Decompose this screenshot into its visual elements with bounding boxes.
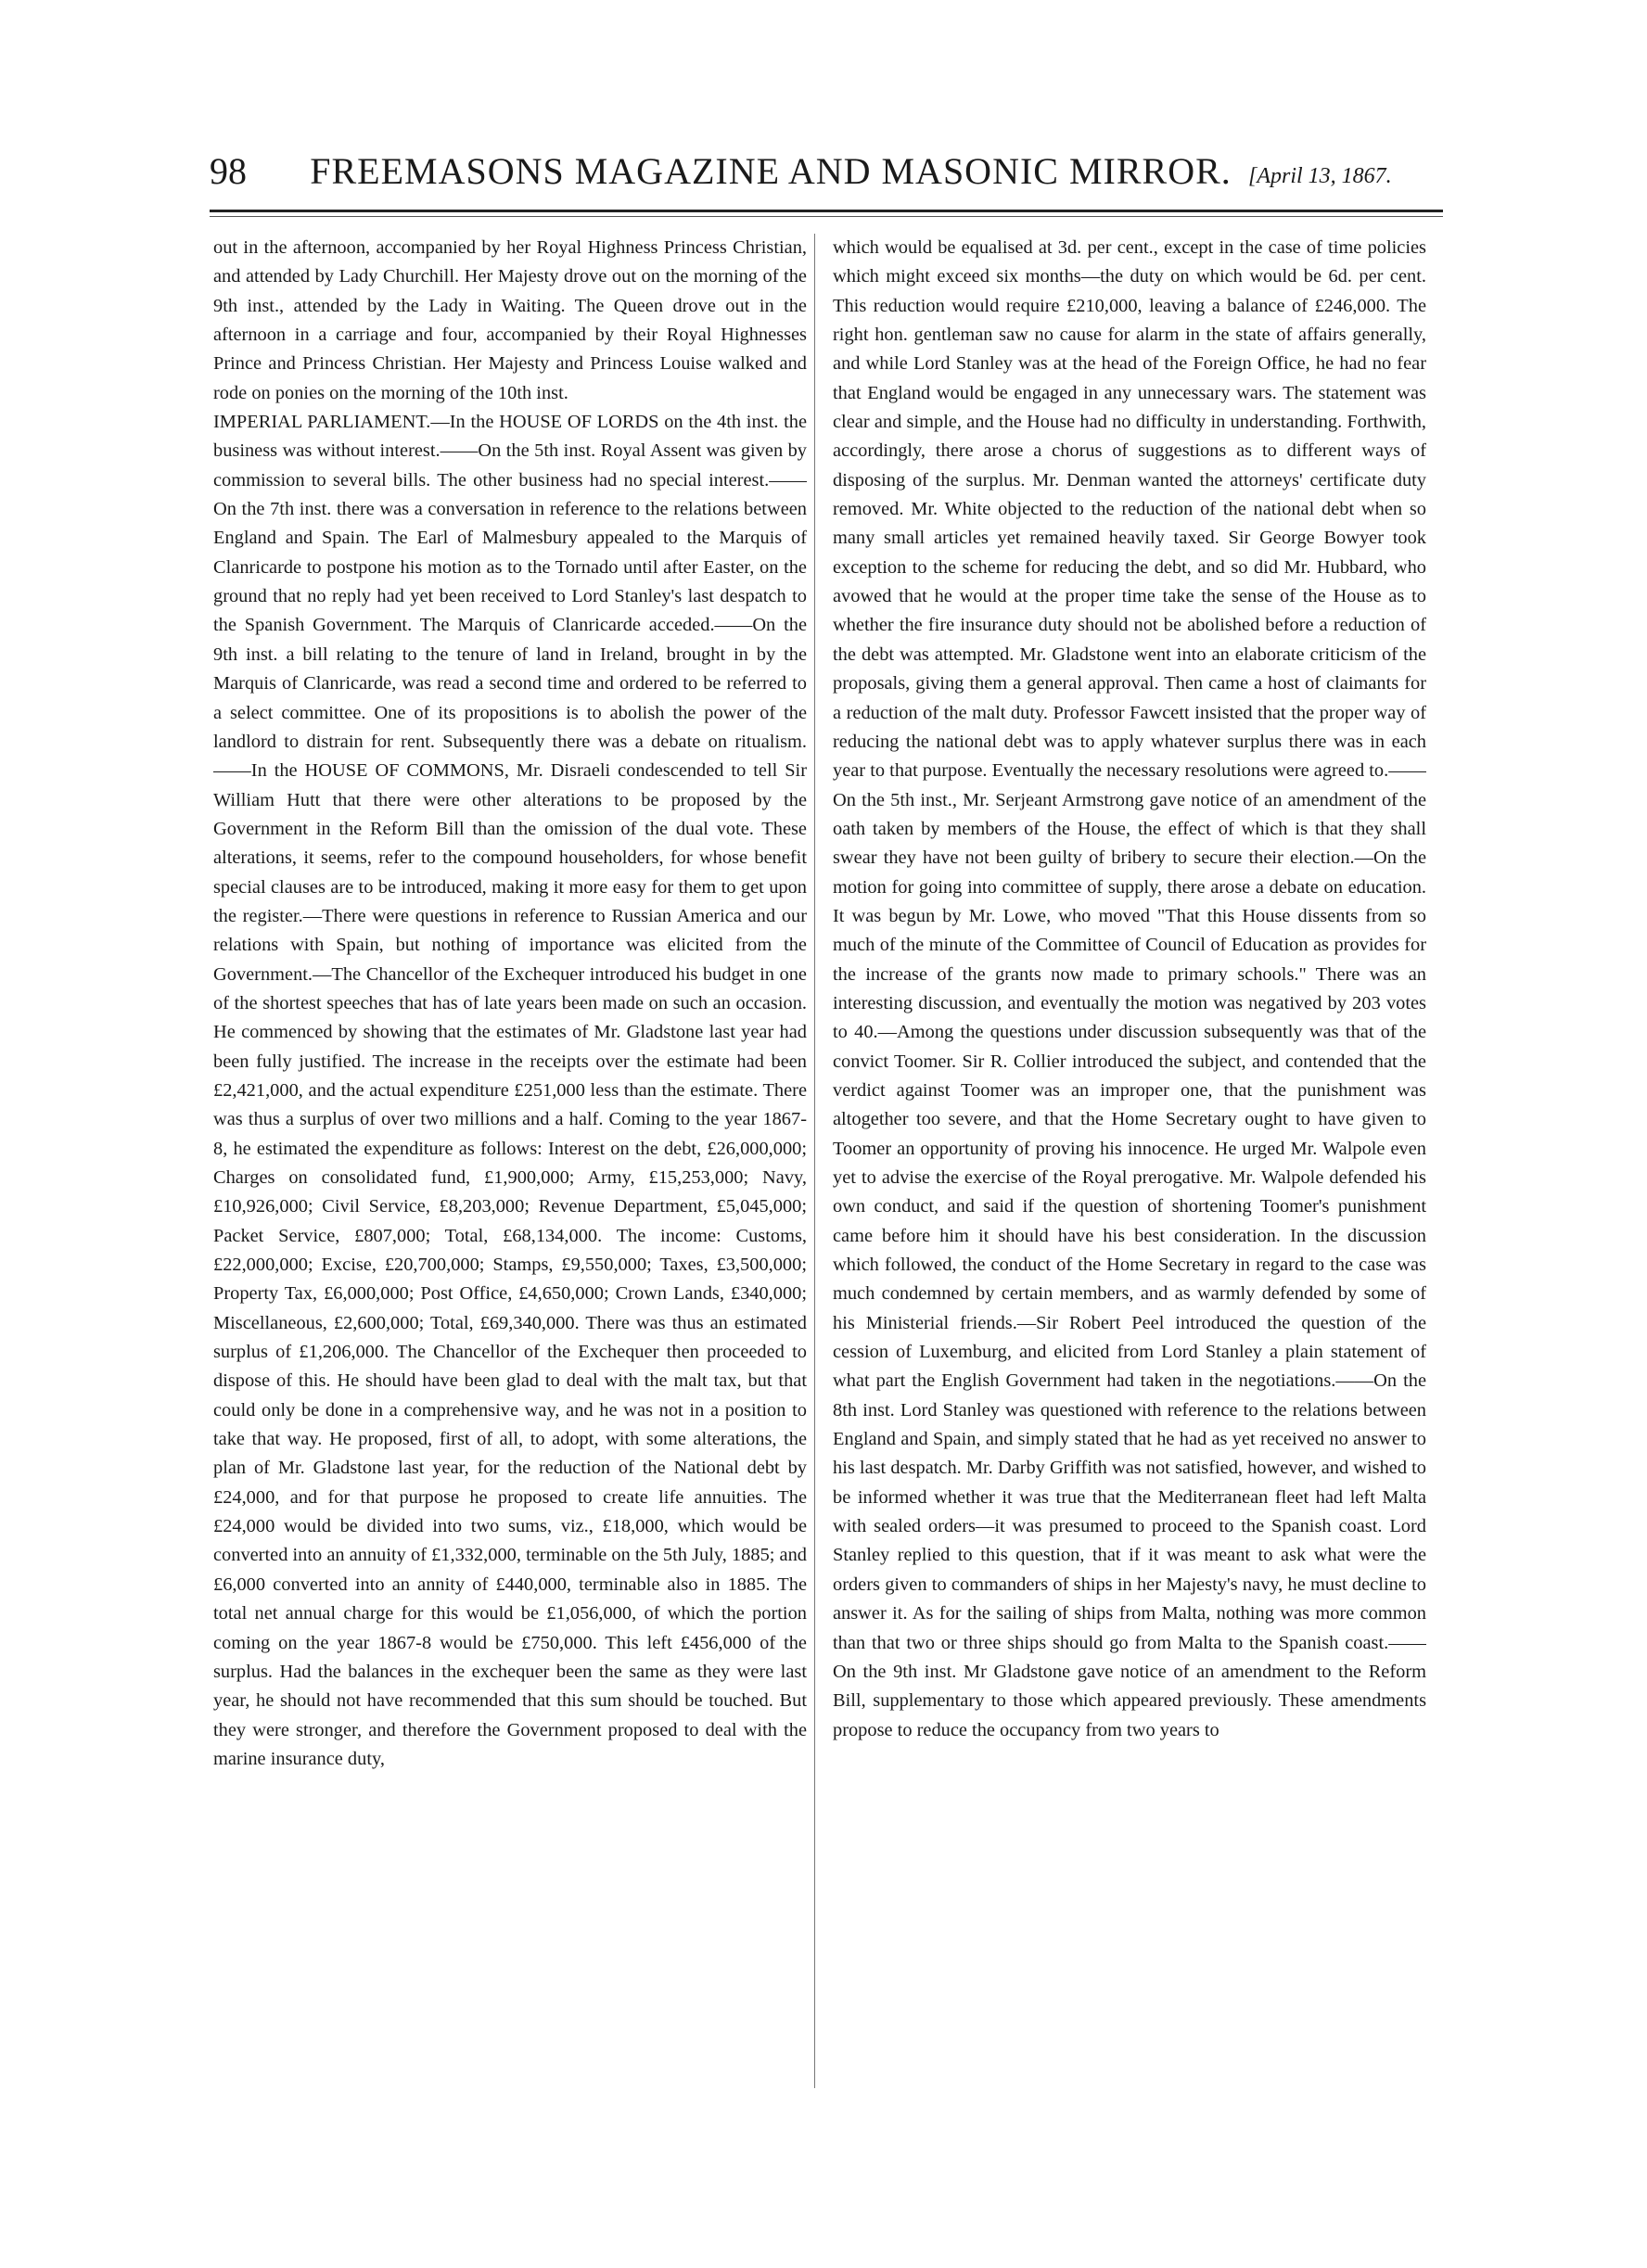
left-paragraph-imperial-parliament: IMPERIAL PARLIAMENT.—In the HOUSE OF LORDS on the 4th inst. the business was without interest.——On the 5th inst. Royal Assent was given by commission to several bills. The other business had no special interest.——On the 7th inst. there was a conversation in reference to the relations between England and Spain. The Earl of Malmesbury appealed to the Marquis of Clanricarde to postpone his motion as to the Tornado until after Easter, on the ground that no reply had yet been received to Lord Stanley's last despatch to the Spanish Government. The Marquis of Clanricarde acceded.——On the 9th inst. a bill relating to the tenure of land in Ireland, brought in by the Marquis of Clanricarde, was read a second time and ordered to be referred to a select committee. One of its propositions is to abolish the power of the landlord to distrain for rent. Subsequently there was a debate on ritualism.——In the HOUSE OF COMMONS, Mr. Disraeli condescended to tell Sir William Hutt that there were other alterations to be proposed by the Government in the Reform Bill than the omission of the dual vote. These alterations, it seems, refer to the compound householders, for whose benefit special clauses are to be introduced, making it more easy for them to get upon the register.—There were questions in reference to Russian America and our relations with Spain, but nothing of importance was elicited from the Government.—The Chancellor of the Exchequer introduced his budget in one of the shortest speeches that has of late years been made on such an occasion. He commenced by showing that the estimates of Mr. Gladstone last year had been fully justified. The increase in the receipts over the estimate had been £2,421,000, and the actual expenditure £251,000 less than the estimate. There was thus a surplus of over two millions and a half. Coming to the year 1867-8, he estimated the expenditure as follows: Interest on the debt, £26,000,000; Charges on consolidated fund, £1,900,000; Army, £15,253,000; Navy, £10,926,000; Civil Service, £8,203,000; Revenue Department, £5,045,000; Packet Service, £807,000; Total, £68,134,000. The income: Customs, £22,000,000; Excise, £20,700,000; Stamps, £9,550,000; Taxes, £3,500,000; Property Tax, £6,000,000; Post Office, £4,650,000; Crown Lands, £340,000; Miscellaneous, £2,600,000; Total, £69,340,000. There was thus an estimated surplus of £1,206,000. The Chancellor of the Exchequer then proceeded to dispose of this. He should have been glad to deal with the malt tax, but that could only be done in a comprehensive way, and he was not in a position to take that way. He proposed, first of all, to adopt, with some alterations, the plan of Mr. Gladstone last year, for the reduction of the National debt by £24,000, and for that purpose he proposed to create life annuities. The £24,000 would be divided into two sums, viz., £18,000, which would be converted into an annuity of £1,332,000, terminable on the 5th July, 1885; and £6,000 converted into an annity of £440,000, terminable also in 1885. The total net annual charge for this would be £1,056,000, of which the portion coming on the year 1867-8 would be £750,000. This left £456,000 of the surplus. Had the balances in the exchequer been the same as they were last year, he should not have recommended that this sum should be touched. But they were stronger, and therefore the Government proposed to deal with the marine insurance duty, <box>213 412 807 1769</box>
masthead-title: FREEMASONS MAGAZINE AND MASONIC MIRROR. <box>310 150 1232 192</box>
page-number: 98 <box>210 150 247 192</box>
left-paragraph-royal-court: out in the afternoon, accompanied by her Royal Highness Princess Christian, and attended by Lady Churchill. Her Majesty drove out on the morning of the 9th inst., attended by the Lady in Waiting. The Queen drove out in the afternoon in a carriage and four, accompanied by their Royal Highnesses Prince and Princess Christian. Her Majesty and Princess Louise walked and rode on ponies on the morning of the 10th inst. <box>213 237 807 403</box>
header-rule-thin <box>210 216 1443 217</box>
issue-date: [April 13, 1867. <box>1248 164 1392 188</box>
column-divider <box>814 234 815 2088</box>
header-rule <box>210 210 1443 212</box>
left-column <box>213 234 807 2107</box>
right-column <box>833 234 1426 2107</box>
page-header <box>210 148 1462 195</box>
right-paragraph-parliament-continued: which would be equalised at 3d. per cent., except in the case of time policies which might exceed six months—the duty on which would be 6d. per cent. This reduction would require £210,000, leaving a balance of £246,000. The right hon. gentleman saw no cause for alarm in the state of affairs generally, and while Lord Stanley was at the head of the Foreign Office, he had no fear that England would be engaged in any unnecessary wars. The statement was clear and simple, and the House had no difficulty in understanding. Forthwith, accordingly, there arose a chorus of suggestions as to different ways of disposing of the surplus. Mr. Denman wanted the attorneys' certificate duty removed. Mr. White objected to the reduction of the national debt when so many small articles yet remained heavily taxed. Sir George Bowyer took exception to the scheme for reducing the debt, and so did Mr. Hubbard, who avowed that he would at the proper time take the sense of the House as to whether the fire insurance duty should not be abolished before a reduction of the debt was attempted. Mr. Gladstone went into an elaborate criticism of the proposals, giving them a general approval. Then came a host of claimants for a reduction of the malt duty. Professor Fawcett insisted that the proper way of reducing the national debt was to apply whatever surplus there was in each year to that purpose. Eventually the necessary resolutions were agreed to.——On the 5th inst., Mr. Serjeant Armstrong gave notice of an amendment of the oath taken by members of the House, the effect of which is that they shall swear they have not been guilty of bribery to secure their election.—On the motion for going into committee of supply, there arose a debate on education. It was begun by Mr. Lowe, who moved "That this House dissents from so much of the minute of the Committee of Council of Education as provides for the increase of the grants now made to primary schools." There was an interesting discussion, and eventually the motion was negatived by 203 votes to 40.—Among the questions under discussion subsequently was that of the convict Toomer. Sir R. Collier introduced the subject, and contended that the verdict against Toomer was an improper one, that the punishment was altogether too severe, and that the Home Secretary ought to have given to Toomer an opportunity of proving his innocence. He urged Mr. Walpole even yet to advise the exercise of the Royal prerogative. Mr. Walpole defended his own conduct, and said if the question of shortening Toomer's punishment came before him it should have his best consideration. In the discussion which followed, the conduct of the Home Secretary in regard to the case was much condemned by certain members, and as warmly defended by some of his Ministerial friends.—Sir Robert Peel introduced the question of the cession of Luxemburg, and elicited from Lord Stanley a plain statement of what part the English Government had taken in the negotiations.——On the 8th inst. Lord Stanley was questioned with reference to the relations between England and Spain, and simply stated that he had as yet received no answer to his last despatch. Mr. Darby Griffith was not satisfied, however, and wished to be informed whether it was true that the Mediterranean fleet had left Malta with sealed orders—it was presumed to proceed to the Spanish coast. Lord Stanley replied to this question, that if it was meant to ask what were the orders given to commanders of ships in her Majesty's navy, he must decline to answer it. As for the sailing of ships from Malta, nothing was more common than that two or three ships should go from Malta to the Spanish coast.——On the 9th inst. Mr Gladstone gave notice of an amendment to the Reform Bill, supplementary to those which appeared previously. These amendments propose to reduce the occupancy from two years to <box>833 237 1426 1740</box>
